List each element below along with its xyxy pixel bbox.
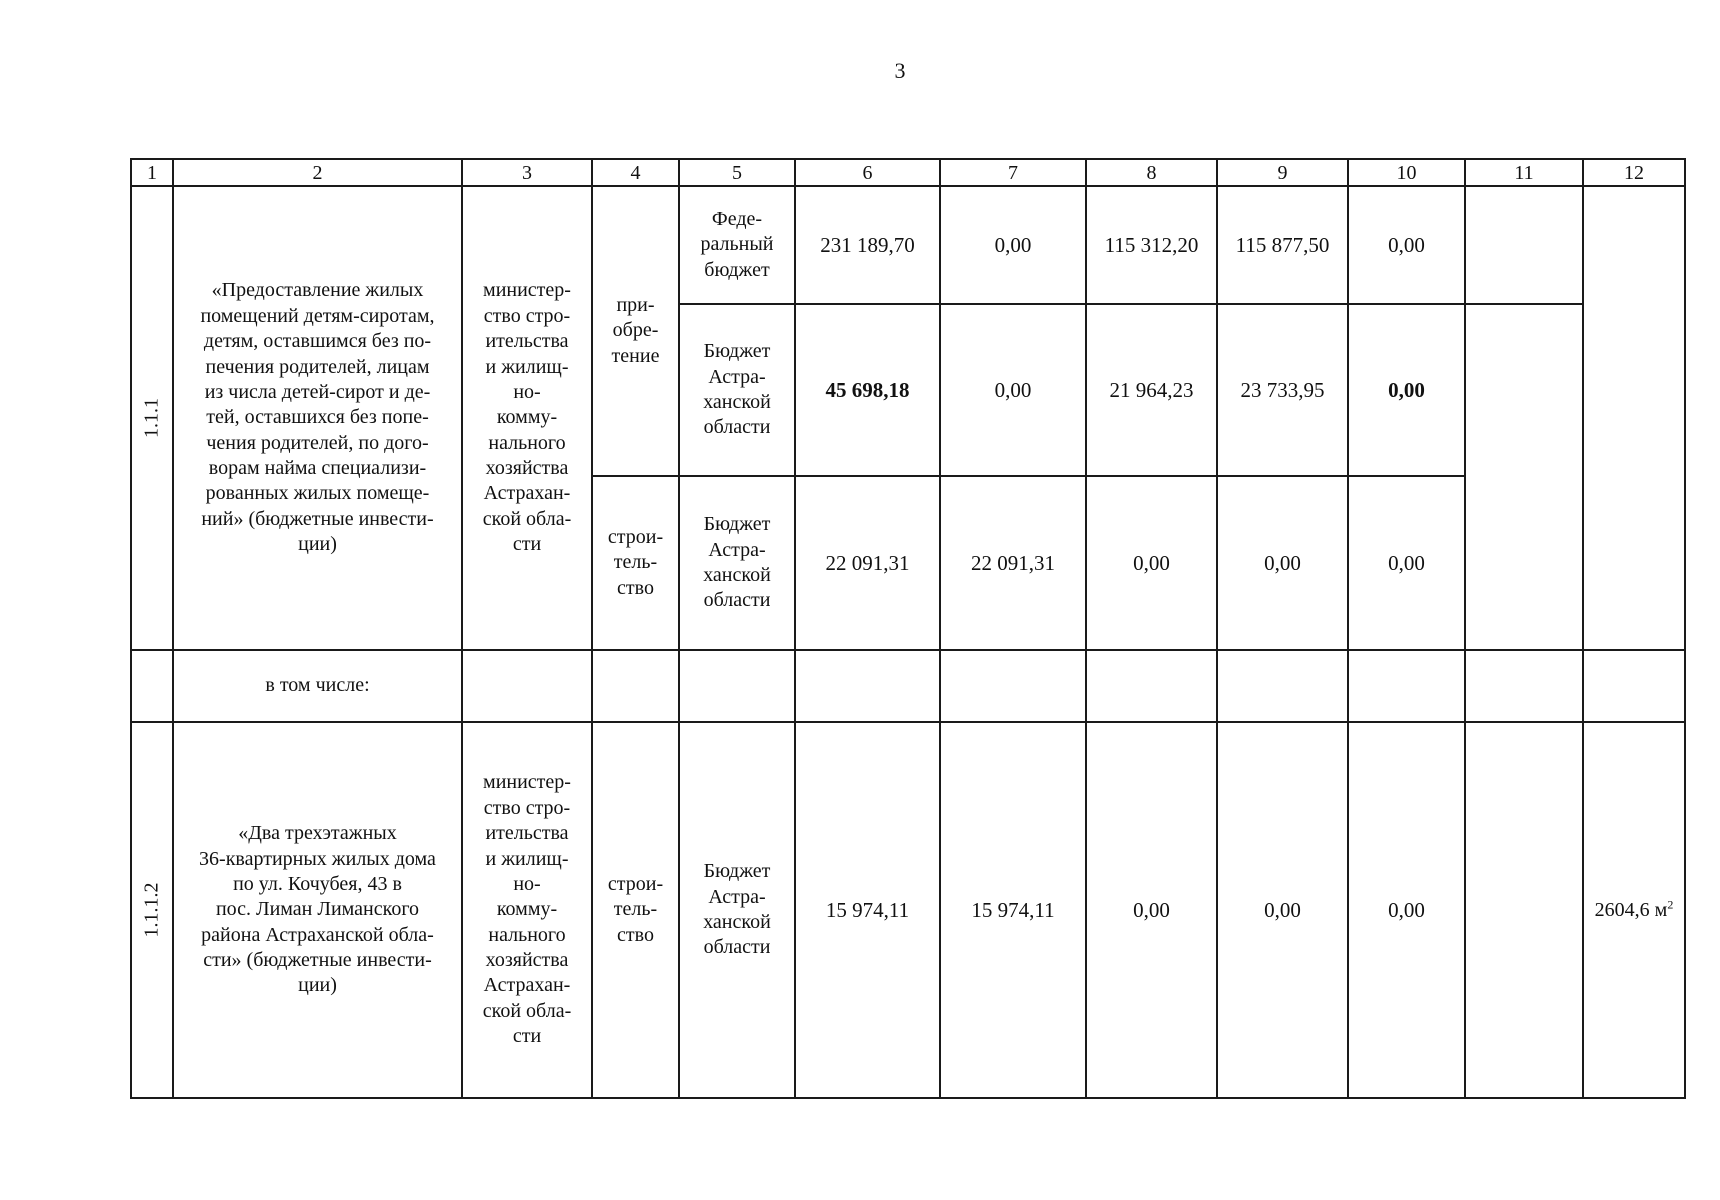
column-header: 5 (679, 159, 795, 186)
empty-cell (592, 650, 679, 722)
value-col-9: 23 733,95 (1217, 304, 1348, 476)
column-number-row (131, 159, 1685, 186)
table-row (131, 186, 1685, 304)
value-col-8: 21 964,23 (1086, 304, 1217, 476)
table-row (131, 722, 1685, 1098)
empty-cell (1583, 650, 1685, 722)
value-col-10: 0,00 (1348, 476, 1465, 650)
item-code: 1.1.1 (140, 398, 163, 438)
column-header: 2 (173, 159, 462, 186)
column-header: 1 (131, 159, 173, 186)
item-code-cell (131, 186, 173, 650)
column-header: 3 (462, 159, 592, 186)
area-number: 2604,6 м (1594, 898, 1668, 921)
empty-cell (1348, 650, 1465, 722)
value-col-8: 115 312,20 (1086, 186, 1217, 304)
column-header: 12 (1583, 159, 1685, 186)
table-row (131, 650, 1685, 722)
value-col-7: 15 974,11 (940, 722, 1086, 1098)
value-col-7: 0,00 (940, 186, 1086, 304)
column-header: 11 (1465, 159, 1583, 186)
funding-source: Бюджет Астра- ханской области (679, 722, 795, 1098)
funding-source: Феде- ральный бюджет (679, 186, 795, 304)
work-type-construction: строи- тель- ство (592, 476, 679, 650)
value-col-7: 22 091,31 (940, 476, 1086, 650)
value-col-8: 0,00 (1086, 476, 1217, 650)
work-type-construction: строи- тель- ство (592, 722, 679, 1098)
value-total: 15 974,11 (795, 722, 940, 1098)
value-total: 231 189,70 (795, 186, 940, 304)
value-total: 22 091,31 (795, 476, 940, 650)
area-cell (1583, 722, 1685, 1098)
value-total: 45 698,18 (795, 304, 940, 476)
funding-source: Бюджет Астра- ханской области (679, 304, 795, 476)
empty-cell (795, 650, 940, 722)
column-header: 7 (940, 159, 1086, 186)
item-description: «Два трехэтажных 36-квартирных жилых дома по ул. Кочубея, 43 в пос. Лиман Лиманского района Астраханской обла- сти» (бюджетные инвести- ции) (173, 722, 462, 1098)
empty-cell (679, 650, 795, 722)
funding-source: Бюджет Астра- ханской области (679, 476, 795, 650)
value-col-10: 0,00 (1348, 722, 1465, 1098)
empty-cell (1217, 650, 1348, 722)
page-number: 3 (894, 58, 906, 83)
value-col-9: 0,00 (1217, 722, 1348, 1098)
empty-cell (1583, 186, 1685, 650)
empty-cell (1465, 186, 1583, 304)
empty-cell (462, 650, 592, 722)
area-exponent: 2 (1667, 896, 1674, 911)
area-value (1594, 896, 1674, 921)
item-code: 1.1.1.2 (140, 882, 163, 938)
value-col-8: 0,00 (1086, 722, 1217, 1098)
value-col-7: 0,00 (940, 304, 1086, 476)
empty-cell (1086, 650, 1217, 722)
column-header: 10 (1348, 159, 1465, 186)
empty-cell (1465, 650, 1583, 722)
column-header: 9 (1217, 159, 1348, 186)
budget-table (130, 158, 1686, 1099)
value-col-10: 0,00 (1348, 304, 1465, 476)
empty-cell (131, 650, 173, 722)
column-header: 8 (1086, 159, 1217, 186)
including-label: в том числе: (173, 650, 462, 722)
item-executor: министер- ство стро- ительства и жилищ- но- комму- нального хозяйства Астрахан- ской обла- сти (462, 186, 592, 650)
item-description: «Предоставление жилых помещений детям-сиротам, детям, оставшимся без по- печения родителей, лицам из числа детей-сирот и де- тей, оставшихся без попе- чения родителей, по дого- ворам найма специализи- рованных жилых помеще- ний» (бюджетные инвести- ции) (173, 186, 462, 650)
work-type-purchase: при- обре- тение (592, 186, 679, 476)
value-col-10: 0,00 (1348, 186, 1465, 304)
column-header: 4 (592, 159, 679, 186)
column-header: 6 (795, 159, 940, 186)
empty-cell (1465, 304, 1583, 650)
item-code-cell (131, 722, 173, 1098)
empty-cell (940, 650, 1086, 722)
item-executor: министер- ство стро- ительства и жилищ- но- комму- нального хозяйства Астрахан- ской обла- сти (462, 722, 592, 1098)
value-col-9: 0,00 (1217, 476, 1348, 650)
empty-cell (1465, 722, 1583, 1098)
value-col-9: 115 877,50 (1217, 186, 1348, 304)
